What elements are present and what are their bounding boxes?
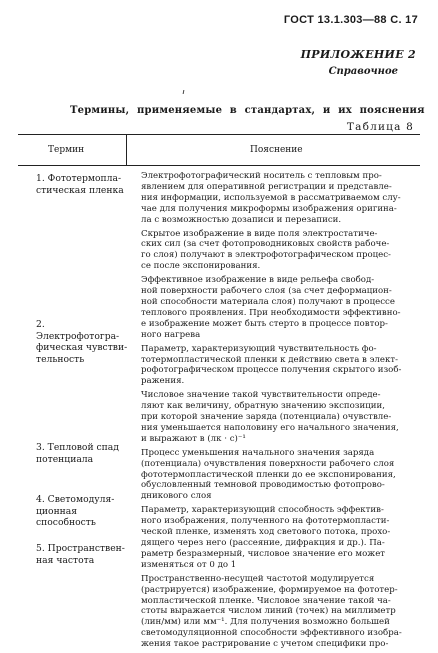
term-1: 1. Фототермопла- стическая пленка	[36, 173, 124, 196]
term-3: 3. Тепловой спад потенциала	[36, 442, 119, 465]
term-5: 5. Пространствен- ная частота	[36, 543, 125, 566]
appendix-note: Справочное	[328, 66, 398, 77]
explanation-2b: Числовое значение такой чувствительности опреде- ляют как величину, обратную значению экспозиции, при которой значение заряда (потенциала) очувствле- ния уменьшается наполовину его начального значения, и выражают в (лк · с)⁻¹	[141, 390, 399, 444]
appendix-label: ПРИЛОЖЕНИЕ 2	[300, 48, 416, 61]
explanation-1c: Эффективное изображение в виде рельефа свобод- ной поверхности рабочего слоя (за счет деформацион- ной способности материала слоя) получают в процессе теплового проявления. При необходимости эффективно- е изображение может быть стерто в процессе повтор- ного нагрева	[141, 275, 401, 340]
column-header-term: Термин	[48, 145, 85, 155]
table-number: Таблица 8	[346, 121, 414, 133]
explanation-1b: Скрытое изображение в виде поля электростатиче- ских сил (за счет фотопроводниковых свойств рабоче- го слоя) получают в электрофотографическом процес- се после экспонирования.	[141, 228, 391, 272]
term-2: 2. Электрофотогра- фическая чувстви- тельность	[36, 319, 128, 365]
explanation-2: Параметр, характеризующий чувствительность фо- тотермопластической пленки к действию света в элект- рофотографическом процессе получения скрытого изоб- ражения.	[141, 343, 402, 387]
table-top-rule	[18, 134, 420, 135]
column-header-explanation: Пояснение	[250, 145, 303, 155]
table-header-separator	[126, 134, 127, 165]
explanation-3: Процесс уменьшения начального значения заряда (потенциала) очувствления поверхности рабочего слоя фототермопластической пленки до ее экспонирования, обусловленный темновой проводимостью фотопрово- дникового слоя	[141, 447, 396, 502]
page-header: ГОСТ 13.1.303—88 С. 17	[283, 14, 418, 26]
section-title: Термины, применяемые в стандартах, и их пояснения	[70, 105, 425, 116]
explanation-column	[141, 171, 423, 653]
stray-mark	[183, 90, 185, 94]
term-4: 4. Светомодуля- ционная способность	[36, 494, 115, 529]
table-header-rule	[18, 165, 420, 166]
explanation-5: Пространственно-несущей частотой модулируется (растрируется) изображение, формируемое на фототер- мопластической пленке. Числовое значение такой ча- стоты выражается числом линий (точек) на миллиметр (лин/мм) или мм⁻¹. Для получения возможно большей светомодуляционной способности эффективного изобра- жения такое растрирование с учетом специфики про-	[141, 573, 402, 650]
explanation-4: Параметр, характеризующий способность эффектив- ного изображения, полученного на фототермопласти- ческой пленке, изменять ход светового потока, прохо- дящего через него (рассеяние, дифракция и др.). Па- раметр безразмерный, числовое значение его может изменяться от 0 до 1	[141, 505, 391, 570]
explanation-1: Электрофотографический носитель с тепловым про- явлением для оперативной регистрации и представле- ния информации, используемой в рассматриваемом слу- чае для получения микроформы изображения оригина- ла с возможностью дозаписи и перезаписи.	[141, 171, 401, 225]
